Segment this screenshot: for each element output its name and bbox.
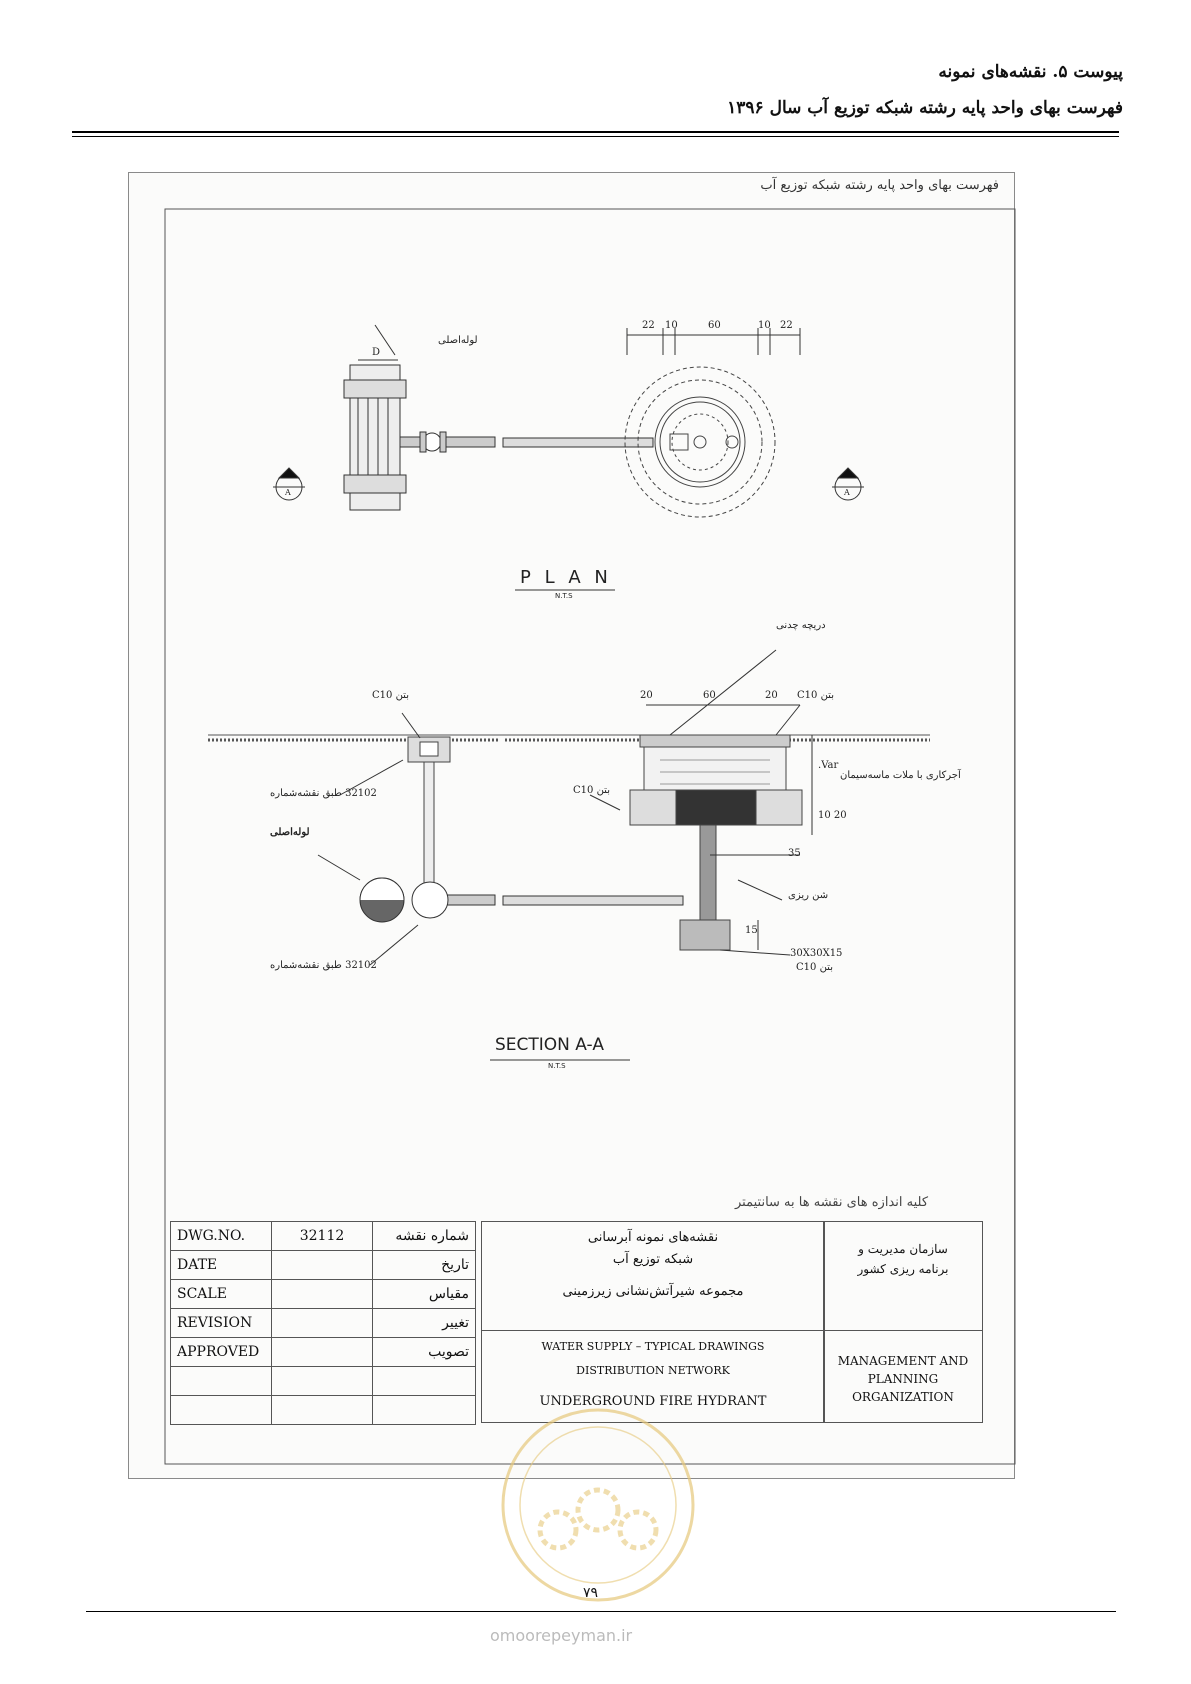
section-dim-20b: 20 [765,690,778,701]
tb-fa: تاریخ [373,1251,476,1280]
center-en-1: WATER SUPPLY – TYPICAL DRAWINGS [541,1340,765,1353]
label-block: 30X30X15 [790,948,843,959]
tb-val [272,1309,373,1338]
org-en-3: ORGANIZATION [852,1390,954,1404]
tb-fa: تغییر [373,1309,476,1338]
table-row [171,1338,476,1367]
center-en-3: UNDERGROUND FIRE HYDRANT [539,1394,767,1409]
section-dim-60: 60 [703,690,716,701]
title-block-center [481,1221,825,1423]
section-scale: N.T.S [548,1062,566,1070]
label-var: Var. [818,760,839,771]
label-main-pipe: لوله‌اصلی [270,827,310,838]
tb-val: 32112 [272,1222,373,1251]
tb-val [272,1367,373,1396]
label-ref-bottom: 32102 طبق نقشه‌شماره [270,960,377,971]
tb-en: APPROVED [171,1338,272,1367]
center-fa-3: مجموعه شیرآتش‌نشانی زیرزمینی [562,1284,744,1299]
label-dim-35: 35 [788,848,801,859]
header-line-1: پیوست ۵. نقشه‌های نمونه [938,62,1123,82]
dimension-note: کلیه اندازه های نقشه ها به سانتیمتر [735,1195,929,1210]
tb-en: DWG.NO. [171,1222,272,1251]
section-mark-right-label: A [844,488,850,497]
plan-dim-3: 60 [708,320,721,331]
plan-main-pipe [344,365,406,510]
footer-rule [86,1611,1116,1612]
plan-label-main-pipe: لوله‌اصلی [438,335,478,346]
center-fa-2: شبکه توزیع آب [612,1252,694,1267]
section-ground [208,735,930,740]
section-hydrant-chamber [630,735,802,950]
tb-val [272,1396,373,1425]
plan-dim-d: D [372,347,381,358]
org-fa-1: سازمان مدیریت و [858,1242,948,1256]
header-line-2: فهرست بهای واحد پایه رشته شبکه توزیع آب سال ۱۳۹۶ [727,98,1123,118]
plan-branch-pipe [400,432,653,452]
section-mark-left-label: A [285,488,291,497]
plan-dim-4: 10 [758,320,771,331]
center-en-2: DISTRIBUTION NETWORK [576,1364,730,1377]
org-en-2: PLANNING [867,1372,939,1386]
watermark-url: omoorepeyman.ir [490,1626,633,1645]
label-concrete-left: بتن C10 [372,690,409,701]
section-dim-20a: 20 [640,690,653,701]
tb-fa: تصویب [373,1338,476,1367]
table-row [171,1280,476,1309]
plan-dim-1: 22 [642,320,655,331]
title-block-org [823,1221,983,1423]
tb-val [272,1251,373,1280]
label-masonry: آجرکاری با ملات ماسه‌سیمان [840,770,961,781]
label-concrete-mid: بتن C10 [573,785,610,796]
page-number: ۷۹ [583,1585,599,1601]
tb-fa: مقیاس [373,1280,476,1309]
tb-en: REVISION [171,1309,272,1338]
tb-val [272,1280,373,1309]
plan-title: P L A N [520,567,612,588]
tb-en: SCALE [171,1280,272,1309]
sheet-title: فهرست بهای واحد پایه رشته شبکه توزیع آب [760,178,999,193]
label-dim-2010: 20 10 [818,810,847,821]
title-block-table [170,1221,476,1425]
tb-val [272,1338,373,1367]
label-concrete-right: بتن C10 [797,690,834,701]
center-fa-1: نقشه‌های نمونه آبرسانی [587,1230,719,1245]
tb-fa [373,1396,476,1425]
plan-dim-5: 22 [780,320,793,331]
tb-fa [373,1367,476,1396]
label-cast-iron-cover: دریچه چدنی [776,620,826,631]
table-row [171,1367,476,1396]
tb-en [171,1367,272,1396]
plan-scale: N.T.S [555,592,573,600]
section-title: SECTION A-A [495,1035,604,1055]
label-dim-15: 15 [745,925,758,936]
seal-logo [488,1405,708,1605]
table-row [171,1222,476,1251]
section-valve-box [408,737,450,887]
tb-fa: شماره نقشه [373,1222,476,1251]
label-gravel: شن ریزی [788,890,829,901]
tb-en [171,1396,272,1425]
label-ref-top: 32102 طبق نقشه‌شماره [270,788,377,799]
table-row [171,1309,476,1338]
table-row [171,1251,476,1280]
section-branch [360,878,683,922]
table-row [171,1396,476,1425]
tb-en: DATE [171,1251,272,1280]
plan-dim-2: 10 [665,320,678,331]
label-block-concrete: بتن C10 [796,962,833,973]
org-fa-2: برنامه ریزی کشور [857,1262,949,1276]
org-en-1: MANAGEMENT AND [837,1354,969,1368]
